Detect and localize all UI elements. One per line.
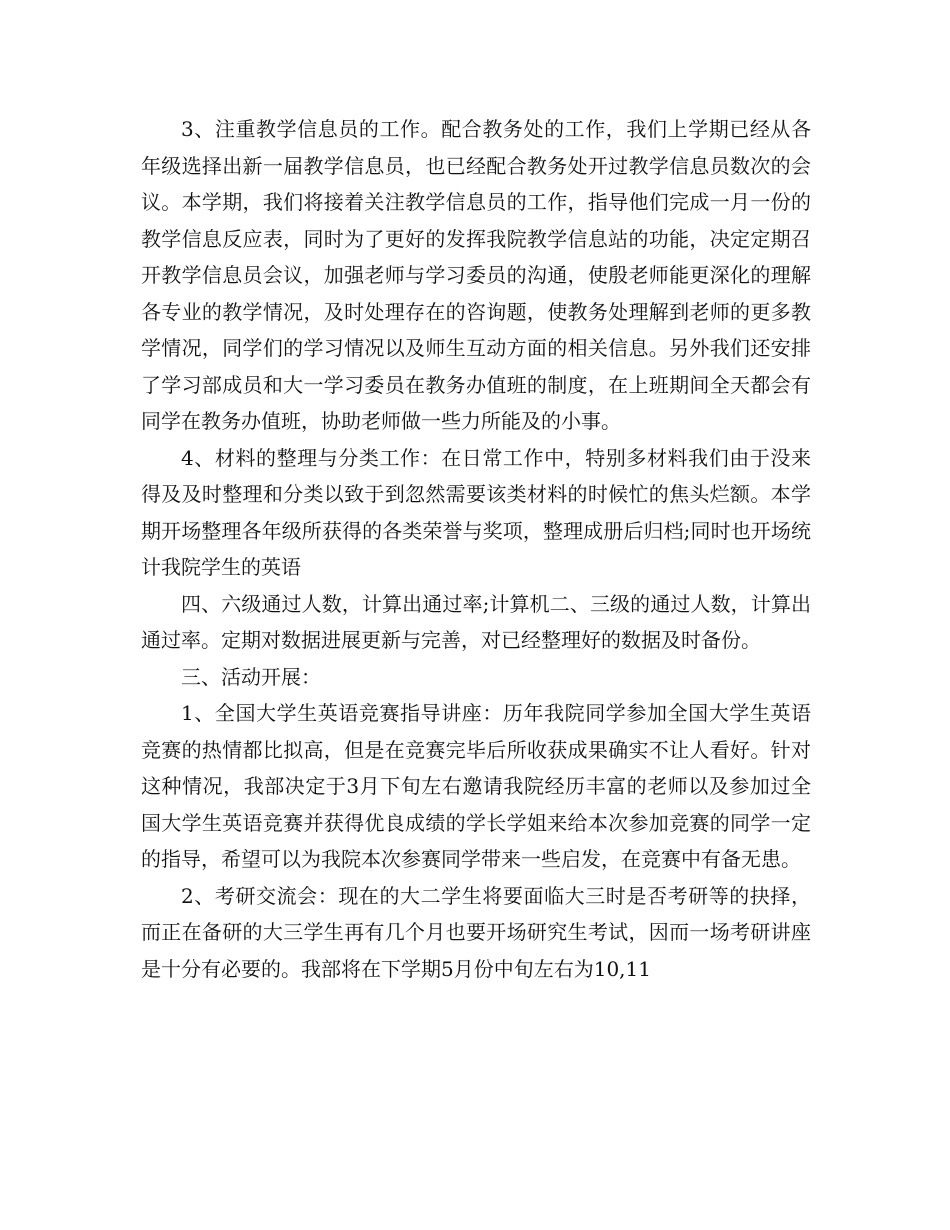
section-heading-activities: 三、活动开展： — [181, 664, 321, 689]
paragraph-english-contest: 1、全国大学生英语竞赛指导讲座：历年我院同学参加全国大学生英语竞赛的热情都比拟高，但是在竞赛完毕后所收获成果确实不让人看好。针对这种情况，我部决定于3月下旬左右邀请我院经历丰富的老师以及参加过全国大学生英语竞赛并获得优良成绩的学长学姐来给本次参加竞赛的同学一定的指导，希望可以为我院本次参赛同学带来一些启发，在竞赛中有备无患。 — [141, 701, 811, 871]
paragraph-postgrad-exchange: 2、考研交流会：现在的大二学生将要面临大三时是否考研等的抉择，而正在备研的大三学生再有几个月也要开场研究生考试，因而一场考研讲座是十分有必要的。我部将在下学期5月份中旬左右为10,11 — [141, 883, 811, 981]
document-body — [141, 111, 811, 987]
paragraph-materials: 4、材料的整理与分类工作：在日常工作中，特别多材料我们由于没来得及及时整理和分类以致于到忽然需要该类材料的时候忙的焦头烂额。本学期开场整理各年级所获得的各类荣誉与奖项，整理成册后归档;同时也开场统计我院学生的英语 — [141, 445, 811, 579]
paragraph-pass-rate: 四、六级通过人数，计算出通过率;计算机二、三级的通过人数，计算出通过率。定期对数据进展更新与完善，对已经整理好的数据及时备份。 — [141, 591, 811, 652]
paragraph-teaching-info: 3、注重教学信息员的工作。配合教务处的工作，我们上学期已经从各年级选择出新一届教学信息员，也已经配合教务处开过教学信息员数次的会议。本学期，我们将接着关注教学信息员的工作，指导他们完成一月一份的教学信息反应表，同时为了更好的发挥我院教学信息站的功能，决定定期召开教学信息员会议，加强老师与学习委员的沟通，使殷老师能更深化的理解各专业的教学情况，及时处理存在的咨询题，使教务处理解到老师的更多教学情况，同学们的学习情况以及师生互动方面的相关信息。另外我们还安排了学习部成员和大一学习委员在教务办值班的制度，在上班期间全天都会有同学在教务办值班，协助老师做一些力所能及的小事。 — [141, 117, 811, 433]
